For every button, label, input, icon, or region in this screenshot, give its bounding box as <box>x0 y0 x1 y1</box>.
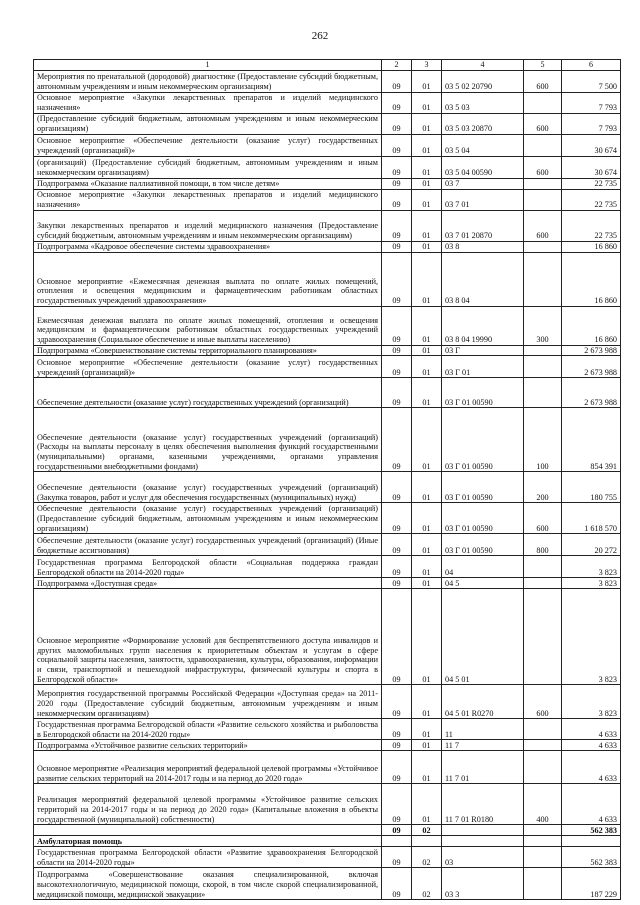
table-row <box>34 472 621 503</box>
cell-name: Обеспечение деятельности (оказание услуг) государственных учреждений (организаций) (Предоставление субсидий бюджетным, автономным учреждениям и иным некоммерческим организациям) <box>34 503 382 534</box>
cell-vr <box>524 345 562 356</box>
cell-rz: 09 <box>382 503 412 534</box>
cell-sum: 7 793 <box>562 113 621 134</box>
cell-sum: 30 674 <box>562 156 621 178</box>
cell-name: Подпрограмма «Оказание паллиативной помощи, в том числе детям» <box>34 178 382 189</box>
cell-name <box>34 825 382 836</box>
cell-csr: 03 3 <box>442 868 524 900</box>
cell-pr: 01 <box>412 589 442 685</box>
header-row <box>34 60 621 71</box>
cell-pr: 01 <box>412 252 442 306</box>
table-row <box>34 578 621 589</box>
cell-vr: 600 <box>524 156 562 178</box>
cell-rz <box>382 836 412 847</box>
cell-csr: 03 5 04 00590 <box>442 156 524 178</box>
cell-rz: 09 <box>382 685 412 719</box>
cell-csr: 03 8 <box>442 241 524 252</box>
cell-csr: 03 <box>442 847 524 868</box>
table-row <box>34 825 621 836</box>
cell-pr: 01 <box>412 534 442 556</box>
table-row <box>34 356 621 378</box>
cell-vr <box>524 740 562 751</box>
cell-rz: 09 <box>382 306 412 345</box>
cell-csr: 04 <box>442 556 524 578</box>
cell-vr: 300 <box>524 306 562 345</box>
cell-csr: 03 5 03 <box>442 92 524 113</box>
cell-csr: 03 7 <box>442 178 524 189</box>
table-row <box>34 740 621 751</box>
cell-pr: 01 <box>412 503 442 534</box>
cell-pr: 01 <box>412 306 442 345</box>
cell-csr: 03 7 01 20870 <box>442 210 524 241</box>
cell-sum: 854 391 <box>562 408 621 472</box>
cell-rz: 09 <box>382 556 412 578</box>
cell-name: Ежемесячная денежная выплата по оплате жилых помещений, отопления и освещения медицинским и фармацевтическим работникам областных государственных учреждений здравоохранения (Социальное обеспечение и иные выплаты населению) <box>34 306 382 345</box>
table-row <box>34 556 621 578</box>
cell-rz: 09 <box>382 241 412 252</box>
cell-rz: 09 <box>382 178 412 189</box>
cell-sum: 2 673 988 <box>562 345 621 356</box>
cell-rz: 09 <box>382 784 412 825</box>
cell-name: Обеспечение деятельности (оказание услуг) государственных учреждений (организаций) (Иные бюджетные ассигнования) <box>34 534 382 556</box>
cell-sum: 16 860 <box>562 306 621 345</box>
cell-name: Мероприятия по пренатальной (дородовой) диагностике (Предоставление субсидий бюджетным, автономным учреждениям и иным некоммерческим организациям) <box>34 70 382 92</box>
cell-name: Мероприятия государственной программы Российской Федерации «Доступная среда» на 2011-2020 годы (Предоставление субсидий бюджетным, автономным учреждениям и иным некоммерческим организациям) <box>34 685 382 719</box>
table-row <box>34 241 621 252</box>
cell-csr: 03 Г 01 <box>442 356 524 378</box>
cell-pr: 01 <box>412 113 442 134</box>
header-cell: 5 <box>524 60 562 71</box>
cell-vr: 200 <box>524 472 562 503</box>
cell-name: Обеспечение деятельности (оказание услуг) государственных учреждений (организаций) <box>34 378 382 408</box>
cell-sum: 1 618 570 <box>562 503 621 534</box>
cell-pr: 01 <box>412 156 442 178</box>
cell-rz: 09 <box>382 719 412 740</box>
cell-csr: 04 5 01 R0270 <box>442 685 524 719</box>
cell-name: Основное мероприятие «Закупки лекарственных препаратов и изделий медицинского назначения» <box>34 189 382 210</box>
cell-rz: 09 <box>382 345 412 356</box>
table-row <box>34 306 621 345</box>
table-row <box>34 589 621 685</box>
cell-pr: 01 <box>412 740 442 751</box>
cell-sum: 16 860 <box>562 241 621 252</box>
cell-vr: 600 <box>524 113 562 134</box>
cell-sum: 22 735 <box>562 189 621 210</box>
cell-pr: 01 <box>412 178 442 189</box>
cell-vr <box>524 847 562 868</box>
cell-csr: 03 5 03 20870 <box>442 113 524 134</box>
cell-csr: 03 8 04 <box>442 252 524 306</box>
cell-name: Реализация мероприятий федеральной целевой программы «Устойчивое развитие сельских территорий на 2014-2017 годы и на период до 2020 года» (Капитальные вложения в объекты государственной (муниципальной) собственности) <box>34 784 382 825</box>
cell-pr: 01 <box>412 241 442 252</box>
cell-sum: 4 633 <box>562 719 621 740</box>
cell-name: Подпрограмма «Кадровое обеспечение системы здравоохранения» <box>34 241 382 252</box>
cell-csr: 11 <box>442 719 524 740</box>
table-row <box>34 685 621 719</box>
cell-sum: 2 673 988 <box>562 378 621 408</box>
cell-vr: 600 <box>524 685 562 719</box>
cell-pr: 02 <box>412 847 442 868</box>
cell-rz: 09 <box>382 156 412 178</box>
table-row <box>34 156 621 178</box>
cell-vr: 100 <box>524 408 562 472</box>
cell-sum: 562 383 <box>562 847 621 868</box>
cell-vr <box>524 241 562 252</box>
cell-pr: 01 <box>412 578 442 589</box>
cell-name: Подпрограмма «Устойчивое развитие сельских территорий» <box>34 740 382 751</box>
cell-name: (организаций) (Предоставление субсидий бюджетным, автономным учреждениям и иным некоммерческим организациям) <box>34 156 382 178</box>
cell-pr: 02 <box>412 825 442 836</box>
cell-rz: 09 <box>382 113 412 134</box>
cell-vr <box>524 556 562 578</box>
cell-csr: 03 Г 01 00590 <box>442 534 524 556</box>
cell-vr <box>524 836 562 847</box>
cell-rz: 09 <box>382 868 412 900</box>
cell-csr: 03 Г 01 00590 <box>442 503 524 534</box>
cell-pr: 01 <box>412 408 442 472</box>
cell-pr: 01 <box>412 210 442 241</box>
cell-sum: 30 674 <box>562 134 621 156</box>
table-row <box>34 178 621 189</box>
table-row <box>34 408 621 472</box>
cell-vr: 800 <box>524 534 562 556</box>
cell-sum: 22 735 <box>562 210 621 241</box>
cell-sum: 180 755 <box>562 472 621 503</box>
cell-csr: 11 7 <box>442 740 524 751</box>
cell-csr: 03 8 04 19990 <box>442 306 524 345</box>
cell-vr <box>524 378 562 408</box>
cell-pr: 01 <box>412 685 442 719</box>
cell-sum: 16 860 <box>562 252 621 306</box>
cell-rz: 09 <box>382 252 412 306</box>
cell-pr: 01 <box>412 134 442 156</box>
cell-csr: 03 Г <box>442 345 524 356</box>
table-row <box>34 189 621 210</box>
cell-csr: 03 5 02 20790 <box>442 70 524 92</box>
cell-vr <box>524 92 562 113</box>
cell-sum <box>562 836 621 847</box>
cell-rz: 09 <box>382 92 412 113</box>
table-row <box>34 252 621 306</box>
budget-table <box>33 59 621 900</box>
cell-vr: 400 <box>524 784 562 825</box>
cell-rz: 09 <box>382 825 412 836</box>
cell-pr: 01 <box>412 92 442 113</box>
cell-vr <box>524 719 562 740</box>
cell-vr <box>524 751 562 784</box>
cell-csr: 03 Г 01 00590 <box>442 378 524 408</box>
cell-sum: 7 793 <box>562 92 621 113</box>
cell-name: Основное мероприятие «Обеспечение деятельности (оказание услуг) государственных учреждений (организаций)» <box>34 356 382 378</box>
cell-rz: 09 <box>382 189 412 210</box>
cell-rz: 09 <box>382 751 412 784</box>
table-row <box>34 751 621 784</box>
cell-csr: 03 5 04 <box>442 134 524 156</box>
table-row <box>34 534 621 556</box>
cell-sum: 3 823 <box>562 685 621 719</box>
cell-name: Государственная программа Белгородской области «Социальная поддержка граждан Белгородской области на 2014-2020 годы» <box>34 556 382 578</box>
cell-vr: 600 <box>524 70 562 92</box>
cell-rz: 09 <box>382 578 412 589</box>
cell-name: Обеспечение деятельности (оказание услуг) государственных учреждений (организаций) (Расходы на выплаты персоналу в целях обеспечения выполнения функций государственными (муниципальными) органами, казенными учреждениями, органами управления государственными внебюджетными фондами) <box>34 408 382 472</box>
page-number: 262 <box>311 30 329 42</box>
cell-sum: 562 383 <box>562 825 621 836</box>
cell-csr: 11 7 01 R0180 <box>442 784 524 825</box>
table-row <box>34 719 621 740</box>
table-row <box>34 345 621 356</box>
cell-csr: 03 Г 01 00590 <box>442 472 524 503</box>
cell-name: Подпрограмма «Совершенствование оказания специализированной, включая высокотехнологичную, медицинской помощи, скорой, в том числе скорой специализированной, медицинской помощи, медицинской эвакуации» <box>34 868 382 900</box>
table-row <box>34 134 621 156</box>
header-cell: 3 <box>412 60 442 71</box>
cell-vr <box>524 134 562 156</box>
cell-vr <box>524 589 562 685</box>
cell-name: Основное мероприятие «Ежемесячная денежная выплата по оплате жилых помещений, отопления и освещения медицинским и фармацевтическим работникам областных государственных учреждений здравоохранения» <box>34 252 382 306</box>
cell-name: Основное мероприятие «Реализация мероприятий федеральной целевой программы «Устойчивое развитие сельских территорий на 2014-2017 годы и на период до 2020 года» <box>34 751 382 784</box>
table-row <box>34 378 621 408</box>
cell-name: Основное мероприятие «Формирование условий для беспрепятственного доступа инвалидов и других маломобильных групп населения к приоритетным объектам и услугам в сфере социальной защиты населения, занятости, здравоохранения, культуры, образования, информации и связи, транспортной и пешеходной инфраструктуры, физической культуры и спорта в Белгородской области» <box>34 589 382 685</box>
cell-rz: 09 <box>382 740 412 751</box>
table-row <box>34 70 621 92</box>
cell-pr: 01 <box>412 556 442 578</box>
cell-pr: 01 <box>412 70 442 92</box>
cell-vr <box>524 578 562 589</box>
cell-sum: 3 823 <box>562 589 621 685</box>
cell-vr <box>524 178 562 189</box>
cell-sum: 187 229 <box>562 868 621 900</box>
cell-rz: 09 <box>382 408 412 472</box>
cell-csr: 11 7 01 <box>442 751 524 784</box>
table-row <box>34 503 621 534</box>
table-row <box>34 113 621 134</box>
cell-rz: 09 <box>382 589 412 685</box>
cell-pr <box>412 836 442 847</box>
cell-rz: 09 <box>382 534 412 556</box>
cell-name: Государственная программа Белгородской области «Развитие сельского хозяйства и рыболовства в Белгородской области на 2014-2020 годы» <box>34 719 382 740</box>
cell-name: Основное мероприятие «Закупки лекарственных препаратов и изделий медицинского назначения» <box>34 92 382 113</box>
cell-csr: 03 7 01 <box>442 189 524 210</box>
cell-sum: 3 823 <box>562 556 621 578</box>
cell-name: Обеспечение деятельности (оказание услуг) государственных учреждений (организаций) (Закупка товаров, работ и услуг для обеспечения государственных (муниципальных) нужд) <box>34 472 382 503</box>
cell-pr: 01 <box>412 378 442 408</box>
cell-pr: 01 <box>412 719 442 740</box>
cell-vr <box>524 252 562 306</box>
cell-vr <box>524 189 562 210</box>
table-row <box>34 784 621 825</box>
cell-sum: 4 633 <box>562 751 621 784</box>
cell-pr: 02 <box>412 868 442 900</box>
header-cell: 2 <box>382 60 412 71</box>
table-row <box>34 847 621 868</box>
cell-sum: 7 500 <box>562 70 621 92</box>
cell-vr: 600 <box>524 503 562 534</box>
cell-sum: 22 735 <box>562 178 621 189</box>
cell-vr: 600 <box>524 210 562 241</box>
cell-csr: 04 5 <box>442 578 524 589</box>
cell-pr: 01 <box>412 345 442 356</box>
cell-name: Подпрограмма «Совершенствование системы территориального планирования» <box>34 345 382 356</box>
cell-csr: 04 5 01 <box>442 589 524 685</box>
cell-pr: 01 <box>412 356 442 378</box>
cell-pr: 01 <box>412 784 442 825</box>
cell-name: (Предоставление субсидий бюджетным, автономным учреждениям и иным некоммерческим организациям) <box>34 113 382 134</box>
cell-csr: 03 Г 01 00590 <box>442 408 524 472</box>
table-row <box>34 92 621 113</box>
cell-csr <box>442 836 524 847</box>
cell-rz: 09 <box>382 356 412 378</box>
table-row <box>34 836 621 847</box>
cell-rz: 09 <box>382 378 412 408</box>
cell-vr <box>524 825 562 836</box>
table-row <box>34 868 621 900</box>
cell-vr <box>524 868 562 900</box>
cell-rz: 09 <box>382 472 412 503</box>
cell-pr: 01 <box>412 189 442 210</box>
cell-sum: 4 633 <box>562 740 621 751</box>
header-cell: 4 <box>442 60 524 71</box>
cell-name: Подпрограмма «Доступная среда» <box>34 578 382 589</box>
table-row <box>34 210 621 241</box>
cell-name: Государственная программа Белгородской области «Развитие здравоохранения Белгородской области на 2014-2020 годы» <box>34 847 382 868</box>
cell-pr: 01 <box>412 472 442 503</box>
cell-sum: 20 272 <box>562 534 621 556</box>
cell-sum: 3 823 <box>562 578 621 589</box>
cell-name: Амбулаторная помощь <box>34 836 382 847</box>
cell-csr <box>442 825 524 836</box>
cell-name: Основное мероприятие «Обеспечение деятельности (оказание услуг) государственных учреждений (организаций)» <box>34 134 382 156</box>
cell-rz: 09 <box>382 210 412 241</box>
cell-pr: 01 <box>412 751 442 784</box>
cell-name: Закупки лекарственных препаратов и изделий медицинского назначения (Предоставление субсидий бюджетным, автономным учреждениям и иным некоммерческим организациям) <box>34 210 382 241</box>
cell-rz: 09 <box>382 70 412 92</box>
cell-sum: 4 633 <box>562 784 621 825</box>
cell-vr <box>524 356 562 378</box>
cell-sum: 2 673 988 <box>562 356 621 378</box>
header-cell: 6 <box>562 60 621 71</box>
cell-rz: 09 <box>382 847 412 868</box>
header-cell: 1 <box>34 60 382 71</box>
cell-rz: 09 <box>382 134 412 156</box>
